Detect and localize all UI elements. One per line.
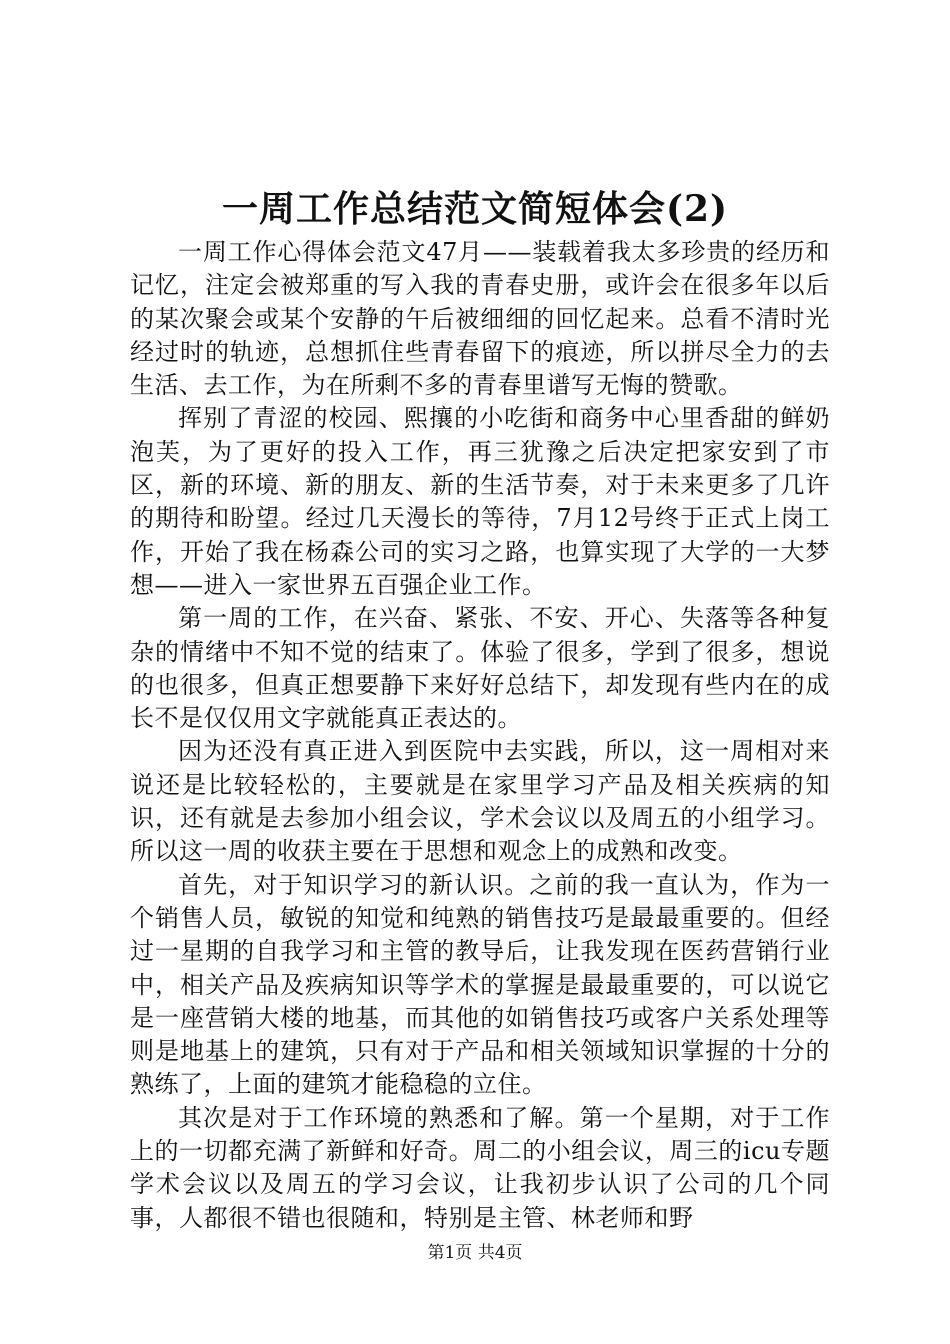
document-title: 一周工作总结范文简短体会(2) [221, 188, 729, 230]
document-body [130, 236, 830, 1235]
paragraph: 因为还没有真正进入到医院中去实践，所以，这一周相对来说还是比较轻松的，主要就是在家里学习产品及相关疾病的知识，还有就是去参加小组会议，学术会议以及周五的小组学习。所以这一周的收获主要在于思想和观念上的成熟和改变。 [130, 737, 830, 866]
page-number-footer: 第1页 共4页 [427, 1243, 523, 1263]
paragraph: 首先，对于知识学习的新认识。之前的我一直认为，作为一个销售人员，敏锐的知觉和纯熟的销售技巧是最最重要的。但经过一星期的自我学习和主管的教导后，让我发现在医药营销行业中，相关产品及疾病知识等学术的掌握是最最重要的，可以说它是一座营销大楼的地基，而其他的如销售技巧或客户关系处理等则是地基上的建筑，只有对于产品和相关领域知识掌握的十分的熟练了，上面的建筑才能稳稳的立住。 [130, 870, 830, 1099]
paragraph: 挥别了青涩的校园、熙攘的小吃街和商务中心里香甜的鲜奶泡芙，为了更好的投入工作，再三犹豫之后决定把家安到了市区，新的环境、新的朋友、新的生活节奏，对于未来更多了几许的期待和盼望。经过几天漫长的等待，7月12号终于正式上岗工作，开始了我在杨森公司的实习之路，也算实现了大学的一大梦想——进入一家世界五百强企业工作。 [130, 404, 830, 599]
paragraph: 一周工作心得体会范文47月——装载着我太多珍贵的经历和记忆，注定会被郑重的写入我的青春史册，或许会在很多年以后的某次聚会或某个安静的午后被细细的回忆起来。总看不清时光经过时的轨迹，总想抓住些青春留下的痕迹，所以拼尽全力的去生活、去工作，为在所剩不多的青春里谱写无悔的赞歌。 [130, 238, 830, 400]
paragraph: 其次是对于工作环境的熟悉和了解。第一个星期，对于工作上的一切都充满了新鲜和好奇。周二的小组会议，周三的icu专题学术会议以及周五的学习会议，让我初步认识了公司的几个同事，人都很不错也很随和，特别是主管、林老师和野 [130, 1103, 830, 1232]
paragraph: 第一周的工作，在兴奋、紧张、不安、开心、失落等各种复杂的情绪中不知不觉的结束了。体验了很多，学到了很多，想说的也很多，但真正想要静下来好好总结下，却发现有些内在的成长不是仅仅用文字就能真正表达的。 [130, 604, 830, 733]
